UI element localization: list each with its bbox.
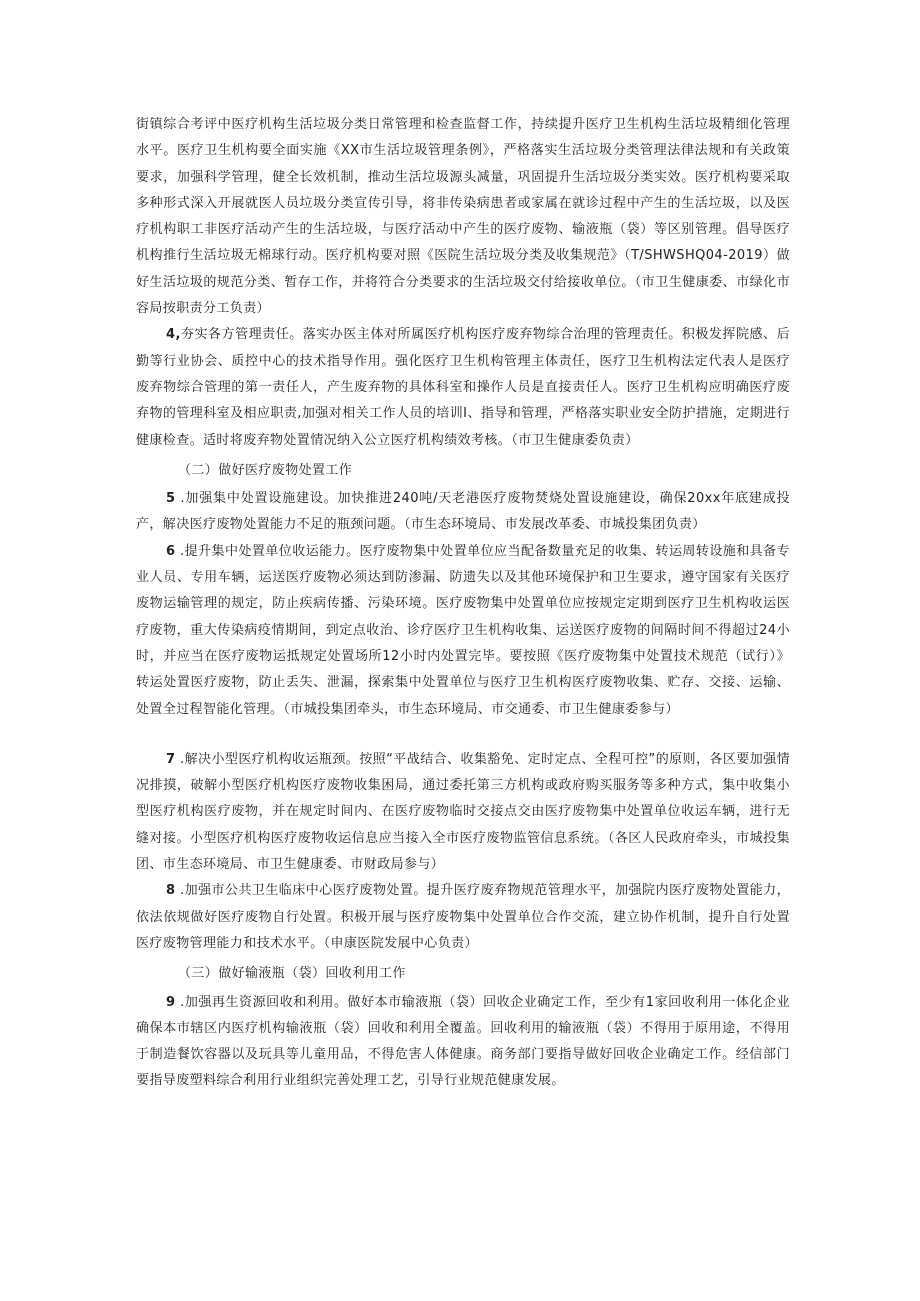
- document-body: [136, 112, 790, 1095]
- section-heading-3: （三）做好输液瓶（袋）回收利用工作: [178, 966, 406, 982]
- paragraph-6: [136, 539, 790, 723]
- section-heading-2: （二）做好医疗废物处置工作: [178, 462, 353, 478]
- item-number-7: 7: [166, 751, 176, 767]
- paragraph-gap: [136, 723, 790, 747]
- paragraph-5: [136, 486, 790, 539]
- paragraph-9-text: .加强再生资源回收和利用。做好本市输液瓶（袋）回收企业确定工作，至少有1家回收利用一体化企业确保本市辖区内医疗机构输液瓶（袋）回收和利用全覆盖。回收利用的输液瓶（袋）不得用于原用途，不得用于制造餐饮容器以及玩具等儿童用品，不得危害人体健康。商务部门要指导做好回收企业确定工作。经信部门要指导废塑料综合利用行业组织完善处理工艺，引导行业规范健康发展。: [136, 994, 790, 1089]
- paragraph-intro: [136, 112, 790, 322]
- item-number-5: 5: [166, 491, 176, 507]
- paragraph-4-text: 夯实各方管理责任。落实办医主体对所属医疗机构医疗废弃物综合治理的管理责任。积极发挥院感、后勤等行业协会、质控中心的技术指导作用。强化医疗卫生机构管理主体责任，医疗卫生机构法定代表人是医疗废弃物综合管理的第一责任人，产生废弃物的具体科室和操作人员是直接责任人。医疗卫生机构应明确医疗废弃物的管理科室及相应职责,加强对相关工作人员的培训I、指导和管理，严格落实职业安全防护措施，定期进行健康检查。适时将废弃物处置情况纳入公立医疗机构绩效考核。（市卫生健康委负责）: [136, 327, 790, 448]
- paragraph-intro-text: 街镇综合考评中医疗机构生活垃圾分类日常管理和检查监督工作，持续提升医疗卫生机构生活垃圾精细化管理水平。医疗卫生机构要全面实施《XX市生活垃圾管理条例》，严格落实生活垃圾分类管理法律法规和有关政策要求，加强科学管理，健全长效机制，推动生活垃圾源头减量，巩固提升生活垃圾分类实效。医疗机构要采取多种形式深入开展就医人员垃圾分类宣传引导，将非传染病患者或家属在就诊过程中产生的生活垃圾，以及医疗机构职工非医疗活动产生的生活垃圾，与医疗活动中产生的医疗废物、输液瓶（袋）等区别管理。倡导医疗机构推行生活垃圾无棉球行动。医疗机构要对照《医院生活垃圾分类及收集规范》（T/SHWSHQ04-2019）做好生活垃圾的规范分类、暂存工作，并将符合分类要求的生活垃圾交付给接收单位。（市卫生健康委、市绿化市容局按职责分工负责）: [136, 117, 790, 317]
- paragraph-5-text: .加强集中处置设施建设。加快推进240吨/天老港医疗废物焚烧处置设施建设，确保20xx年底建成投产，解决医疗废物处置能力不足的瓶颈问题。（市生态环境局、市发展改革委、市城投集团负责）: [136, 491, 790, 533]
- paragraph-9: [136, 990, 790, 1095]
- paragraph-7-text: .解决小型医疗机构收运瓶颈。按照“平战结合、收集豁免、定时定点、全程可控”的原则，各区要加强情况排摸，破解小型医疗机构医疗废物收集困局，通过委托第三方机构或政府购买服务等多种方式，集中收集小型医疗机构医疗废物，并在规定时间内、在医疗废物临时交接点交由医疗废物集中处置单位收运车辆，进行无缝对接。小型医疗机构医疗废物收运信息应当接入全市医疗废物监管信息系统。（各区人民政府牵头，市城投集团、市生态环境局、市卫生健康委、市财政局参与）: [136, 751, 790, 873]
- item-number-9: 9: [166, 994, 176, 1010]
- paragraph-7: [136, 747, 790, 878]
- paragraph-4: [136, 322, 790, 453]
- paragraph-6-text: .提升集中处置单位收运能力。医疗废物集中处置单位应当配备数量充足的收集、转运周转设施和具备专业人员、专用车辆，运送医疗废物必须达到防渗漏、防遗失以及其他环境保护和卫生要求，遵守国家有关医疗废物运输管理的规定，防止疾病传播、污染环境。医疗废物集中处置单位应按规定定期到医疗卫生机构收运医疗废物，重大传染病疫情期间，到定点收治、诊疗医疗卫生机构收集、运送医疗废物的间隔时间不得超过24小时，并应当在医疗废物运抵规定处置场所12小时内处置完毕。要按照《医疗废物集中处置技术规范（试行）》转运处置医疗废物，防止丢失、泄漏，探索集中处置单位与医疗卫生机构医疗废物收集、贮存、交接、运输、处置全过程智能化管理。（市城投集团牵头，市生态环境局、市交通委、市卫生健康委参与）: [136, 543, 790, 717]
- item-number-6: 6: [166, 543, 176, 559]
- paragraph-8-text: .加强市公共卫生临床中心医疗废物处置。提升医疗废弃物规范管理水平，加强院内医疗废物处置能力，依法依规做好医疗废物自行处置。积极开展与医疗废物集中处置单位合作交流，建立协作机制，提升自行处置医疗废物管理能力和技术水平。（申康医院发展中心负责）: [136, 883, 790, 951]
- item-number-8: 8: [166, 883, 176, 899]
- item-number-4: 4,: [166, 327, 181, 343]
- paragraph-8: [136, 878, 790, 957]
